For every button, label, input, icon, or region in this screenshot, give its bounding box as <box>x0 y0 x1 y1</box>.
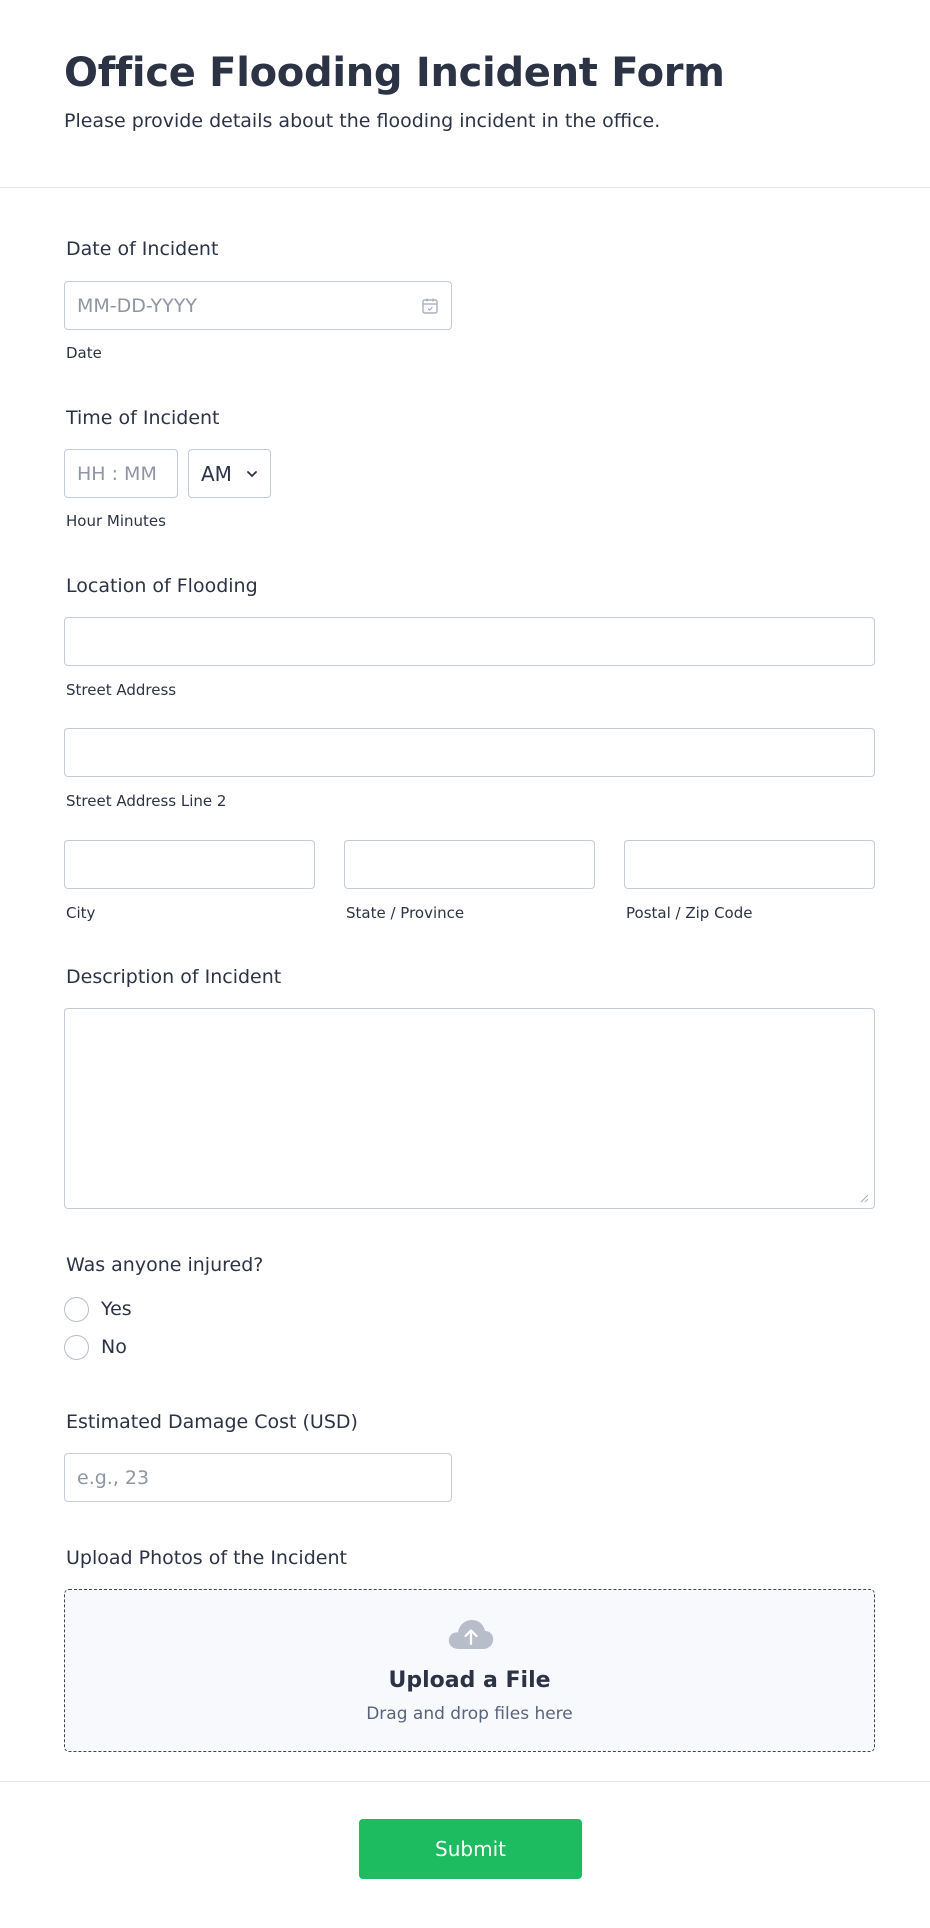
ampm-value: AM <box>201 461 232 486</box>
description-label: Description of Incident <box>66 966 282 988</box>
postal-code-input[interactable] <box>624 840 875 889</box>
chevron-down-icon <box>246 468 258 480</box>
time-sublabel: Hour Minutes <box>66 512 166 530</box>
upload-subtitle: Drag and drop files here <box>366 1704 573 1724</box>
upload-label: Upload Photos of the Incident <box>66 1547 347 1569</box>
city-sublabel: City <box>66 904 96 922</box>
city-input[interactable] <box>64 840 315 889</box>
form-subtitle: Please provide details about the flooding incident in the office. <box>64 110 661 132</box>
time-input[interactable] <box>64 449 178 498</box>
file-upload-dropzone[interactable] <box>64 1589 875 1752</box>
upload-title: Upload a File <box>388 1668 551 1693</box>
damage-cost-input[interactable] <box>64 1453 452 1502</box>
street-address-input[interactable] <box>64 617 875 666</box>
form-title: Office Flooding Incident Form <box>64 50 725 96</box>
street-address-sublabel: Street Address <box>66 681 177 699</box>
form-header <box>0 0 930 188</box>
state-sublabel: State / Province <box>346 904 465 922</box>
location-label: Location of Flooding <box>66 575 258 597</box>
radio-no-label: No <box>101 1336 127 1358</box>
radio-no[interactable] <box>64 1335 89 1360</box>
time-label: Time of Incident <box>66 407 220 429</box>
injured-label: Was anyone injured? <box>66 1254 264 1276</box>
description-textarea[interactable] <box>64 1008 875 1209</box>
resize-handle-icon[interactable] <box>859 1193 869 1203</box>
postal-code-sublabel: Postal / Zip Code <box>626 904 753 922</box>
street-address-line2-sublabel: Street Address Line 2 <box>66 792 227 810</box>
date-sublabel: Date <box>66 344 102 362</box>
footer-divider <box>0 1781 930 1782</box>
ampm-select[interactable] <box>188 449 271 498</box>
state-input[interactable] <box>344 840 595 889</box>
street-address-line2-input[interactable] <box>64 728 875 777</box>
calendar-icon[interactable] <box>421 297 439 315</box>
date-label: Date of Incident <box>66 238 219 260</box>
radio-yes-label: Yes <box>101 1298 132 1320</box>
cloud-upload-icon <box>446 1616 496 1652</box>
submit-button[interactable]: Submit <box>359 1819 582 1879</box>
radio-yes[interactable] <box>64 1297 89 1322</box>
time-placeholder: HH : MM <box>77 462 157 485</box>
damage-cost-label: Estimated Damage Cost (USD) <box>66 1411 358 1433</box>
date-input[interactable] <box>64 281 452 330</box>
damage-cost-placeholder: e.g., 23 <box>77 1466 150 1489</box>
date-placeholder: MM-DD-YYYY <box>77 294 197 317</box>
